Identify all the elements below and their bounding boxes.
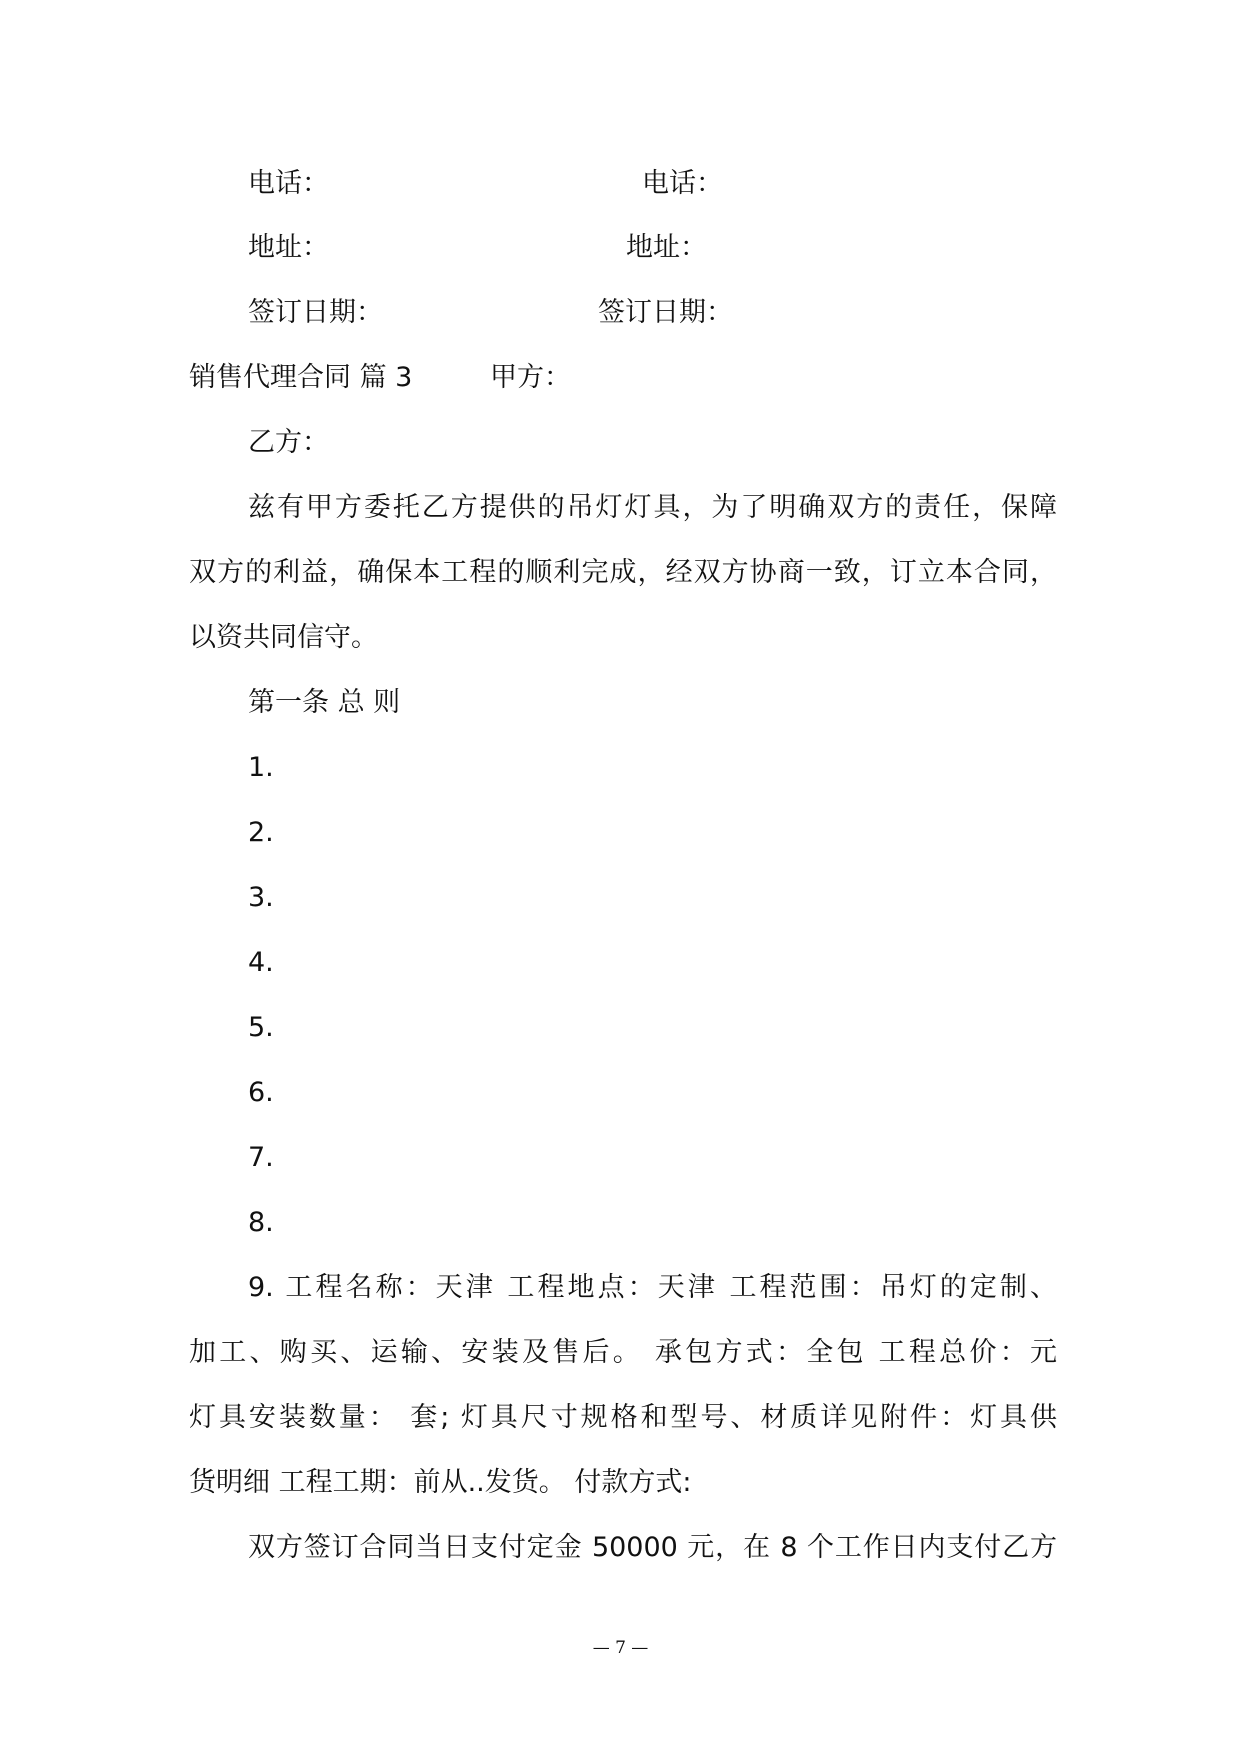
party-a-phone-label: 电话： <box>248 168 329 199</box>
item-9-line-4: 货明细 工程工期：前从..发货。 付款方式: <box>189 1467 692 1498</box>
party-a-label: 甲方： <box>490 362 571 393</box>
party-b-address-label: 地址： <box>626 232 707 263</box>
party-a-signing-date-label: 签订日期： <box>248 297 383 328</box>
party-b-label: 乙方： <box>248 427 329 458</box>
item-9-line-2: 加工、购买、运输、安装及售后。 承包方式：全包 工程总价：元 <box>189 1337 1057 1368</box>
preamble-line-2: 双方的利益，确保本工程的顺利完成，经双方协商一致，订立本合同， <box>189 557 1057 588</box>
list-item-number: 4. <box>248 947 274 978</box>
party-a-address-label: 地址： <box>248 232 329 263</box>
list-item-number: 1. <box>248 752 274 783</box>
page-number: — 7 — <box>592 1638 649 1658</box>
article-1-title: 第一条 总 则 <box>248 687 401 718</box>
payment-terms-line: 双方签订合同当日支付定金 50000 元，在 8 个工作日内支付乙方 <box>248 1532 1057 1563</box>
list-item-number: 6. <box>248 1077 274 1108</box>
contract-title: 销售代理合同 篇 3 <box>189 362 413 393</box>
list-item-number: 8. <box>248 1207 274 1238</box>
party-b-signing-date-label: 签订日期： <box>598 297 733 328</box>
list-item-number: 7. <box>248 1142 274 1173</box>
preamble-line-3: 以资共同信守。 <box>189 622 378 653</box>
item-9-line-1: 9. 工程名称：天津 工程地点：天津 工程范围：吊灯的定制、 <box>248 1272 1057 1303</box>
list-item-number: 5. <box>248 1012 274 1043</box>
preamble-line-1: 兹有甲方委托乙方提供的吊灯灯具，为了明确双方的责任，保障 <box>248 492 1057 523</box>
list-item-number: 2. <box>248 817 274 848</box>
list-item-number: 3. <box>248 882 274 913</box>
item-9-line-3: 灯具安装数量： 套; 灯具尺寸规格和型号、材质详见附件：灯具供 <box>189 1402 1057 1433</box>
party-b-phone-label: 电话： <box>642 168 723 199</box>
